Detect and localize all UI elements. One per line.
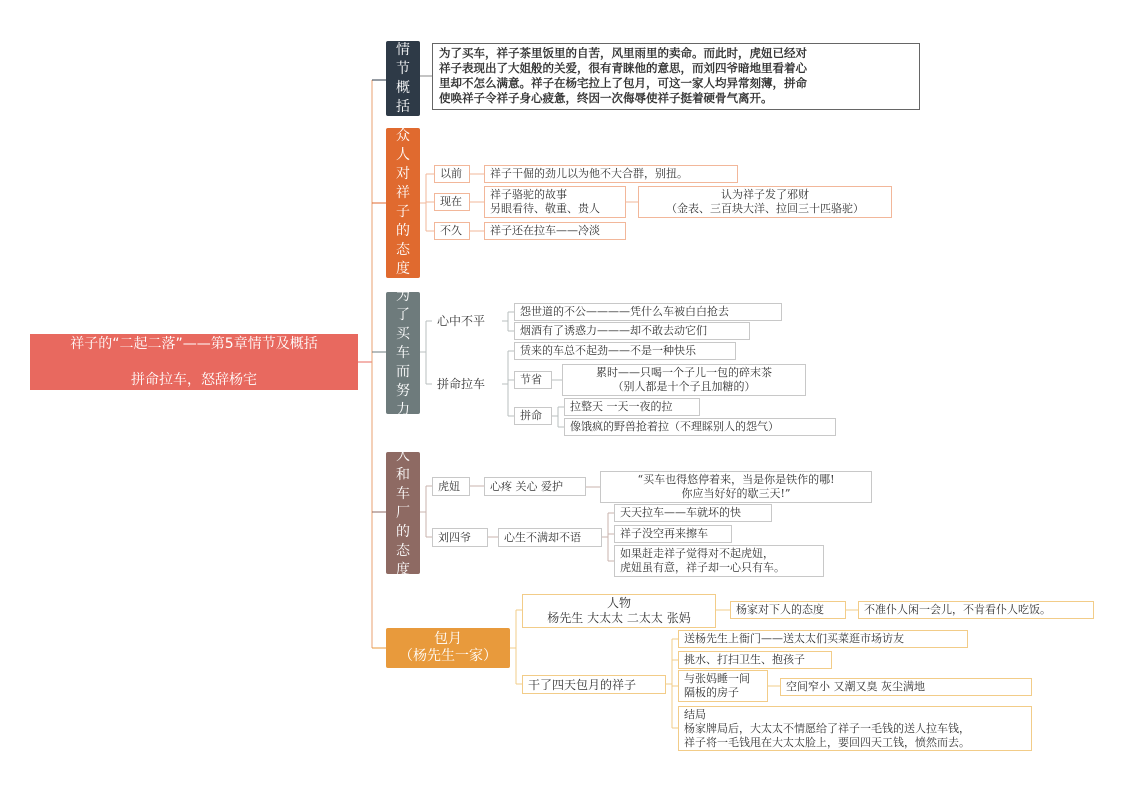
yang-people-heading: 人物: [606, 596, 631, 610]
yang-people-names: 杨先生 大太太 二太太 张妈: [547, 611, 691, 625]
factory-liu-label: 刘四爷: [432, 528, 488, 547]
effort-unfair-item: 怨世道的不公————凭什么车被白白抢去: [514, 303, 782, 321]
attitude-now-label: 现在: [434, 193, 470, 211]
effort-save-label: 节省: [514, 371, 552, 389]
effort-hard-item: 拉整天 一天一夜的拉: [564, 398, 700, 416]
root-subtitle: 拼命拉车，怒辞杨宅: [130, 372, 257, 388]
yang-work-item: 送杨先生上衙门——送太太们买菜逛市场访友: [678, 630, 968, 648]
factory-liu-item: 天天拉车——车就坏的快: [614, 504, 772, 522]
effort-unfair-item: 烟酒有了诱惑力———却不敢去动它们: [514, 322, 750, 340]
effort-save-text: 累时——只喝一个子儿一包的碎末茶 （别人都是十个子且加糖的）: [562, 364, 806, 396]
branch-plot[interactable]: 情节概括: [386, 41, 420, 116]
attitude-before-text: 祥子干倔的劲儿以为他不大合群，别扭。: [484, 165, 738, 183]
factory-liu-item: 如果赶走祥子觉得对不起虎妞， 虎妞虽有意，祥子却一心只有车。: [614, 545, 824, 577]
branch-factory[interactable]: 人和车厂的态度: [386, 452, 420, 574]
branch-effort[interactable]: 为了买车而努力: [386, 292, 420, 414]
yang-work-item: 与张妈睡一间 隔板的房子: [678, 670, 768, 702]
factory-huniu-quote: “买车也得悠停着来，当是你是铁作的哪! 你应当好好的歇三天!”: [600, 471, 872, 503]
yang-attitude-label: 杨家对下人的态度: [730, 601, 846, 619]
root-title: 祥子的“二起二落”——第5章情节及概括: [70, 336, 318, 352]
factory-huniu-feel: 心疼 关心 爱护: [484, 477, 586, 496]
attitude-soon-text: 祥子还在拉车——冷淡: [484, 222, 626, 240]
yang-people: [522, 594, 716, 628]
attitude-now-text: 祥子骆驼的故事 另眼看待、敬重、贵人: [484, 186, 626, 218]
yang-attitude-detail: 不准仆人闲一会儿，不肯看仆人吃饭。: [858, 601, 1094, 619]
factory-huniu-label: 虎妞: [432, 477, 470, 496]
attitude-before-label: 以前: [434, 165, 470, 183]
yang-work-item: 挑水、打扫卫生、抱孩子: [678, 651, 832, 669]
effort-rent-text: 赁来的车总不起劲——不是一种快乐: [514, 342, 736, 360]
branch-yang[interactable]: 包月 （杨先生一家）: [386, 628, 510, 668]
effort-hard-item: 像饿疯的野兽抢着拉（不理睬别人的怨气）: [564, 418, 836, 436]
yang-work-label: 干了四天包月的祥子: [522, 675, 666, 694]
attitude-now-detail: 认为祥子发了邪财 （金表、三百块大洋、拉回三十匹骆驼）: [638, 186, 892, 218]
effort-hard-label: 拼命: [514, 407, 552, 425]
yang-ending: 结局 杨家牌局后，大太太不情愿给了祥子一毛钱的送人拉车钱， 祥子将一毛钱甩在大太太脸上，要回四天工钱，愤然而去。: [678, 706, 1032, 751]
attitude-soon-label: 不久: [434, 222, 470, 240]
factory-liu-feel: 心生不满却不语: [498, 528, 602, 547]
branch-attitude[interactable]: 众人对祥子的态度: [386, 128, 420, 278]
yang-room-detail: 空间窄小 又潮又臭 灰尘满地: [780, 678, 1032, 696]
plot-summary: 为了买车，祥子茶里饭里的自苦，风里雨里的卖命。而此时，虎妞已经对 祥子表现出了大姐般的关爱，很有青睐他的意思，而刘四爷暗地里看着心 里却不怎么满意。祥子在杨宅拉上了包月，可这一家人均异常刻薄，拼命 使唤祥子令祥子身心疲惫，终因一次侮辱使祥子挺着硬骨气离开。: [432, 43, 920, 110]
root-topic[interactable]: [30, 334, 358, 390]
effort-work-label: 拼命拉车: [437, 377, 486, 391]
factory-liu-item: 祥子没空再来擦车: [614, 525, 732, 543]
effort-unfair-label: 心中不平: [437, 314, 486, 328]
